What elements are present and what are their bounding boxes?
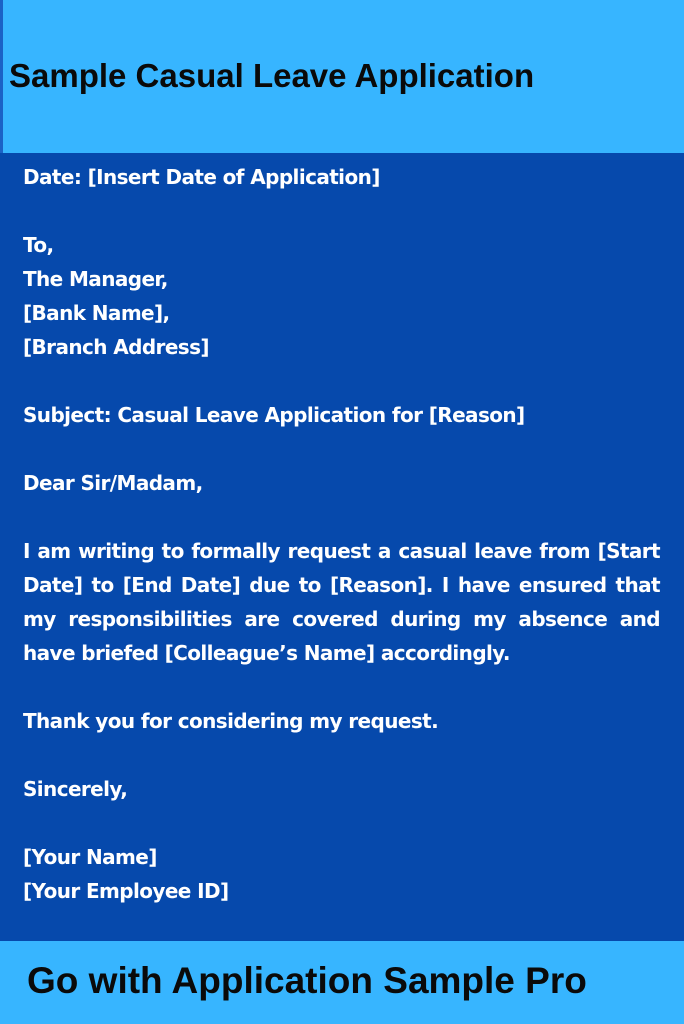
to-line: To, — [23, 233, 54, 257]
header-banner — [0, 0, 684, 153]
spacer — [23, 500, 660, 534]
bank-name-line: [Bank Name], — [23, 301, 170, 325]
letter-body — [23, 160, 660, 908]
footer-tagline: Go with Application Sample Pro — [27, 960, 587, 1001]
thanks-line: Thank you for considering my request. — [23, 709, 439, 733]
spacer — [23, 364, 660, 398]
your-name-line: [Your Name] — [23, 845, 157, 869]
spacer — [23, 806, 660, 840]
spacer — [23, 670, 660, 704]
spacer — [23, 738, 660, 772]
spacer — [23, 432, 660, 466]
date-line: Date: [Insert Date of Application] — [23, 165, 380, 189]
spacer — [23, 194, 660, 228]
body-paragraph: I am writing to formally request a casual leave from [Start Date] to [End Date] due to [Reason]. I have ensured that my responsibilities are covered during my absence and have briefed [Colleague’s Name] accordingly. — [23, 539, 660, 665]
page-title: Sample Casual Leave Application — [9, 57, 535, 94]
branch-address-line: [Branch Address] — [23, 335, 209, 359]
recipient-line: The Manager, — [23, 267, 168, 291]
employee-id-line: [Your Employee ID] — [23, 879, 229, 903]
salutation-line: Dear Sir/Madam, — [23, 471, 203, 495]
closing-line: Sincerely, — [23, 777, 128, 801]
footer-banner — [0, 941, 684, 1024]
subject-line: Subject: Casual Leave Application for [Reason] — [23, 403, 525, 427]
